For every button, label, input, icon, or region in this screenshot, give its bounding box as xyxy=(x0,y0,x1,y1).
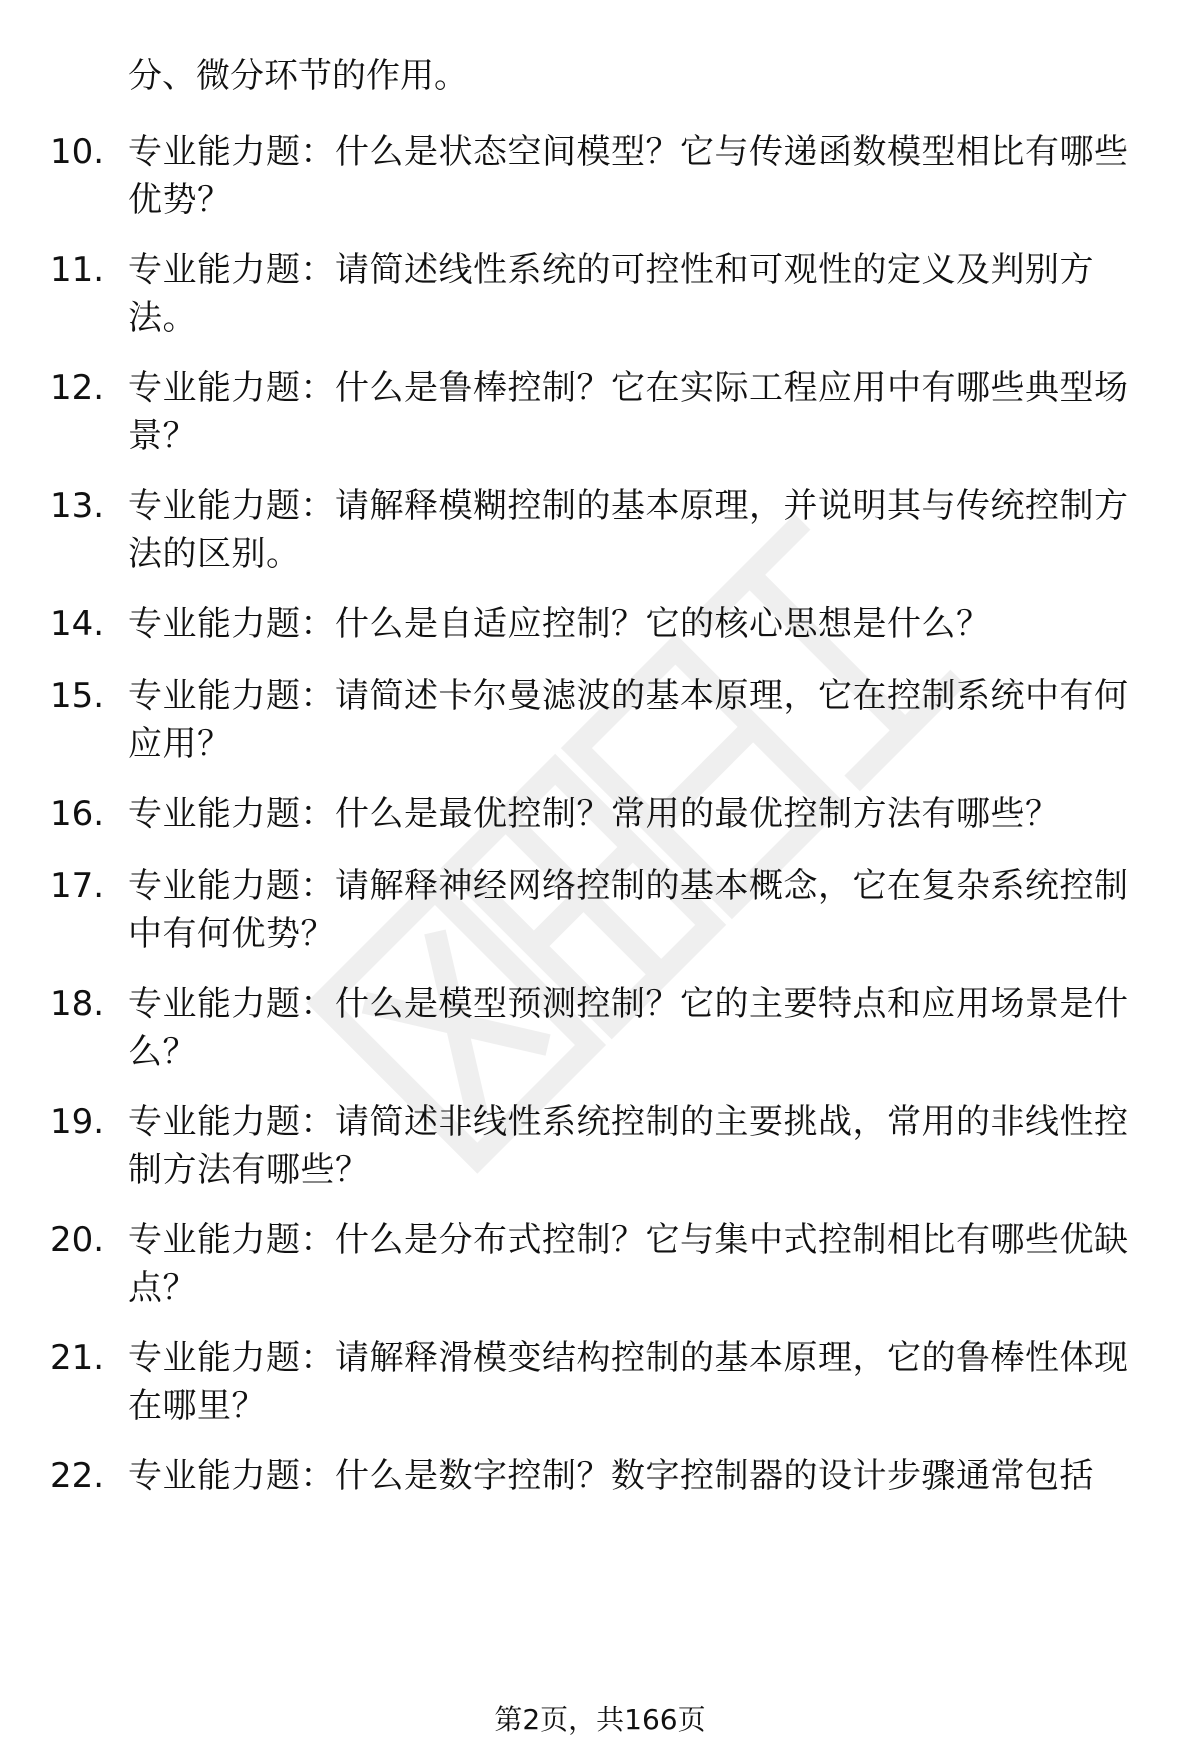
question-number: 14. xyxy=(50,604,105,644)
question-text: 专业能力题：什么是数字控制？数字控制器的设计步骤通常包括 xyxy=(128,1456,1094,1496)
question-number: 18. xyxy=(50,984,105,1024)
question-text: 专业能力题：什么是分布式控制？它与集中式控制相比有哪些优缺点？ xyxy=(128,1220,1129,1308)
question-text: 专业能力题：请解释模糊控制的基本原理，并说明其与传统控制方法的区别。 xyxy=(128,486,1129,574)
question-text: 专业能力题：什么是模型预测控制？它的主要特点和应用场景是什么？ xyxy=(128,984,1129,1072)
question-number: 12. xyxy=(50,368,105,408)
question-number: 10. xyxy=(50,132,105,172)
question-number: 16. xyxy=(50,794,105,834)
question-number: 11. xyxy=(50,250,105,290)
question-number: 20. xyxy=(50,1220,105,1260)
continuation-line: 分、微分环节的作用。 xyxy=(128,56,468,96)
question-number: 17. xyxy=(50,866,105,906)
question-number: 13. xyxy=(50,486,105,526)
question-number: 22. xyxy=(50,1456,105,1496)
question-text: 专业能力题：请解释神经网络控制的基本概念，它在复杂系统控制中有何优势？ xyxy=(128,866,1129,954)
question-text: 专业能力题：请简述非线性系统控制的主要挑战，常用的非线性控制方法有哪些？ xyxy=(128,1102,1129,1190)
question-text: 专业能力题：请简述卡尔曼滤波的基本原理，它在控制系统中有何应用？ xyxy=(128,676,1129,764)
question-number: 19. xyxy=(50,1102,105,1142)
question-text: 专业能力题：什么是自适应控制？它的核心思想是什么？ xyxy=(128,604,991,644)
question-text: 专业能力题：什么是鲁棒控制？它在实际工程应用中有哪些典型场景？ xyxy=(128,368,1129,456)
question-number: 21. xyxy=(50,1338,105,1378)
question-text: 专业能力题：什么是最优控制？常用的最优控制方法有哪些？ xyxy=(128,794,1060,834)
question-text: 专业能力题：请解释滑模变结构控制的基本原理，它的鲁棒性体现在哪里？ xyxy=(128,1338,1129,1426)
page-footer: 第2页，共166页 xyxy=(494,1703,706,1736)
question-text: 专业能力题：请简述线性系统的可控性和可观性的定义及判别方法。 xyxy=(128,250,1094,338)
question-text: 专业能力题：什么是状态空间模型？它与传递函数模型相比有哪些优势？ xyxy=(128,132,1129,220)
question-number: 15. xyxy=(50,676,105,716)
